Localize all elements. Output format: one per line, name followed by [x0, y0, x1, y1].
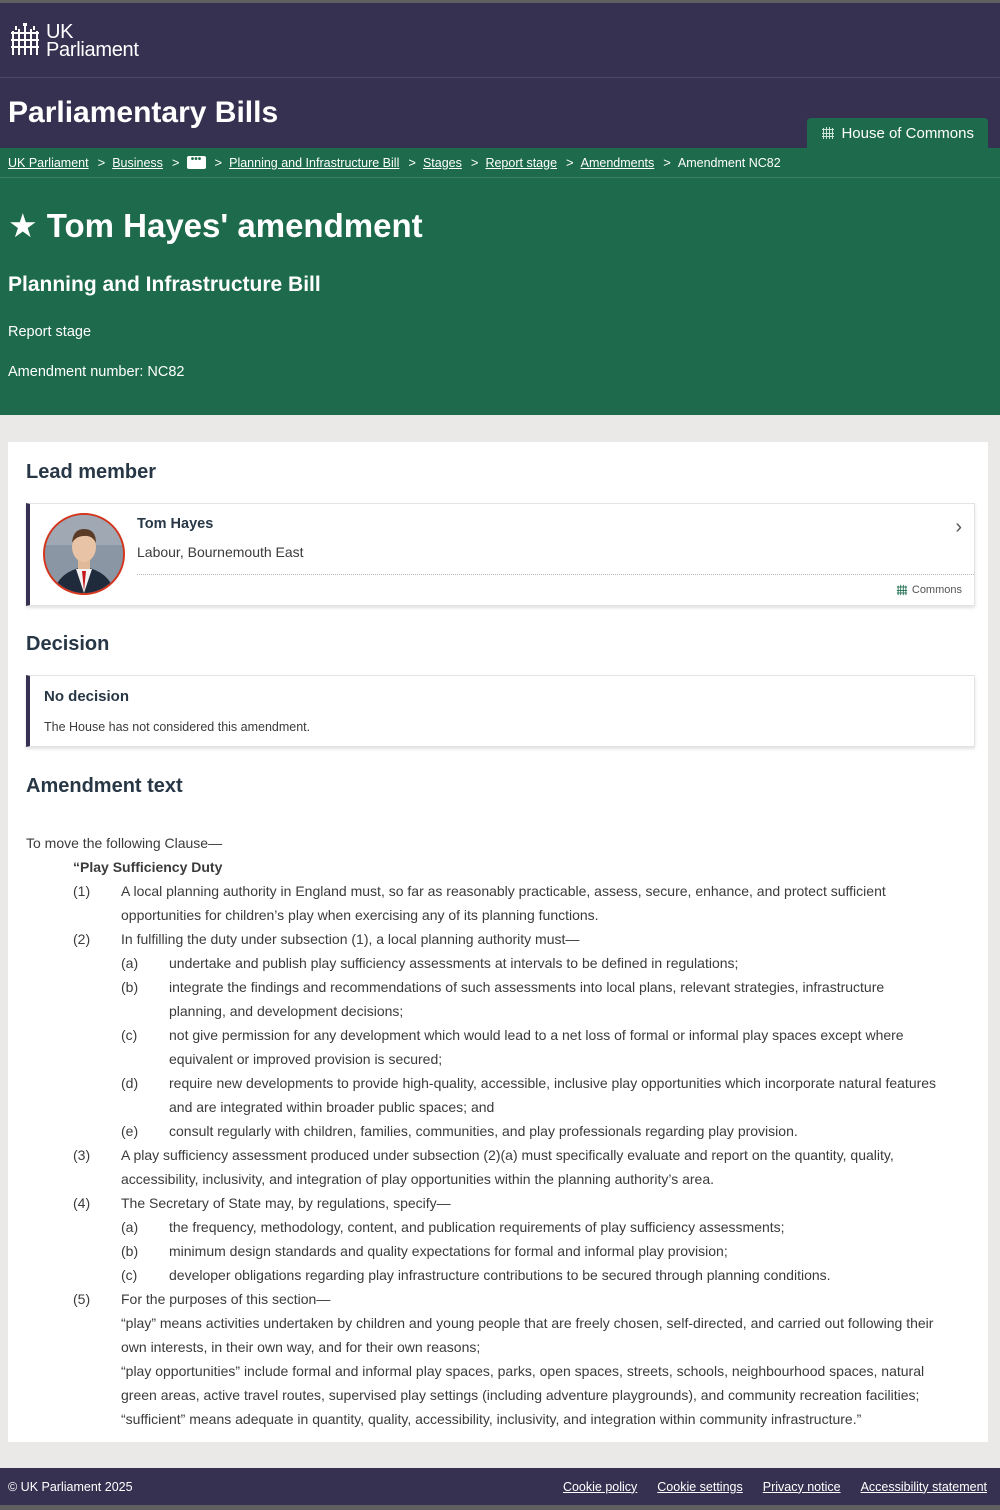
amendment-line [26, 1047, 976, 1071]
chevron-right-icon: > [97, 155, 106, 170]
amendment-line [26, 1263, 976, 1287]
paragraph-text: and are integrated within broader public spaces; and [169, 1099, 495, 1115]
breadcrumb-uk-parliament[interactable]: UK Parliament [8, 155, 89, 170]
amendment-line [26, 1407, 976, 1431]
breadcrumb-report-stage[interactable]: Report stage [485, 155, 558, 170]
amendment-line [26, 1191, 976, 1215]
portcullis-green-icon [896, 584, 908, 596]
portcullis-icon [9, 23, 41, 57]
divider [137, 574, 974, 575]
chevron-right-icon: > [408, 155, 416, 170]
clause-title: “Play Sufficiency Duty [73, 859, 223, 875]
amendment-line [26, 1383, 976, 1407]
amendment-line [26, 1119, 976, 1143]
member-house [896, 584, 962, 596]
amendment-line [26, 1167, 976, 1191]
bills-header [0, 78, 1000, 148]
breadcrumb [0, 148, 1000, 178]
amendment-text-heading: Amendment text [26, 775, 183, 797]
amendment-line [26, 1071, 976, 1095]
chevron-right-icon: > [214, 155, 223, 170]
decision-card [26, 675, 975, 747]
subsection-text: green areas, active travel routes, supervised play settings (including adventure playgrounds), and community recreation facilities; [121, 1387, 920, 1403]
amendment-line [26, 999, 976, 1023]
paragraph-text: developer obligations regarding play infrastructure contributions to be secured through planning conditions. [169, 1267, 831, 1283]
member-party: Labour, Bournemouth East [137, 544, 304, 560]
subsection-text: own interests, in their own way, and for their own reasons; [121, 1339, 481, 1355]
paragraph-text: require new developments to provide high-quality, accessible, inclusive play opportunities which incorporate natural features [169, 1075, 937, 1091]
paragraph-text: undertake and publish play sufficiency assessments at intervals to be defined in regulations; [169, 955, 739, 971]
amendment-line [26, 879, 976, 903]
subsection-text: accessibility, inclusivity, and integration of play opportunities within the planning authority’s area. [121, 1171, 714, 1187]
hero [0, 178, 1000, 415]
amendment-intro: To move the following Clause— [26, 835, 223, 851]
subsection-number: (4) [73, 1195, 91, 1211]
privacy-notice-link[interactable]: Privacy notice [762, 1479, 841, 1494]
breadcrumb-amendments[interactable]: Amendments [580, 155, 655, 170]
chevron-right-icon: › [955, 516, 962, 538]
subsection-text: “play” means activities undertaken by children and young people that are freely chosen, self-directed, and carried out following their [121, 1315, 934, 1331]
amendment-text [26, 831, 976, 1431]
subsection-text: opportunities for children’s play when exercising any of its planning functions. [121, 907, 599, 923]
paragraph-letter: (a) [121, 955, 139, 971]
subsection-text: For the purposes of this section— [121, 1291, 331, 1307]
subsection-number: (5) [73, 1291, 91, 1307]
decision-text: The House has not considered this amendment. [44, 720, 311, 734]
amendment-line [26, 975, 976, 999]
subsection-text: A local planning authority in England must, so far as reasonably practicable, assess, secure, enhance, and protect sufficient [121, 883, 886, 899]
amendment-line [26, 951, 976, 975]
amendment-lines [26, 879, 976, 1431]
breadcrumb-business[interactable]: Business [112, 155, 163, 170]
logo-text [46, 23, 139, 59]
accessibility-statement-link[interactable]: Accessibility statement [860, 1479, 987, 1494]
member-name: Tom Hayes [137, 516, 214, 532]
uk-parliament-logo[interactable] [9, 23, 139, 59]
subsection-text: A play sufficiency assessment produced under subsection (2)(a) must specifically evaluate and report on the quantity, quality, [121, 1147, 894, 1163]
site-title[interactable]: Parliamentary Bills [8, 96, 279, 129]
paragraph-text: minimum design standards and quality expectations for formal and informal play provision; [169, 1243, 728, 1259]
paragraph-letter: (c) [121, 1267, 138, 1283]
uk-parliament-header [0, 3, 1000, 78]
paragraph-text: not give permission for any development which would lead to a net loss of formal or informal play spaces except where [169, 1027, 904, 1043]
subsection-text: The Secretary of State may, by regulations, specify— [121, 1195, 451, 1211]
amendment-line [26, 1143, 976, 1167]
paragraph-letter: (a) [121, 1219, 139, 1235]
paragraph-text: integrate the findings and recommendations of such assessments into local plans, relevant strategies, infrastructure [169, 979, 885, 995]
decision-title: No decision [44, 688, 130, 705]
stage-label: Report stage [8, 324, 92, 340]
amendment-line [26, 1239, 976, 1263]
footer [0, 1468, 1000, 1505]
chevron-right-icon: > [663, 155, 671, 170]
breadcrumb-more-icon[interactable]: ••• [187, 156, 206, 169]
cookie-settings-link[interactable]: Cookie settings [657, 1479, 743, 1494]
chevron-right-icon: > [171, 155, 180, 170]
amendment-line [26, 927, 976, 951]
logo-line-2: Parliament [46, 39, 139, 61]
paragraph-letter: (c) [121, 1027, 138, 1043]
member-photo [45, 515, 123, 593]
paragraph-text: equivalent or improved provision is secured; [169, 1051, 443, 1067]
amendment-line [26, 1287, 976, 1311]
amendment-line [26, 1095, 976, 1119]
subsection-text: In fulfilling the duty under subsection (1), a local planning authority must— [121, 931, 580, 947]
member-avatar [43, 513, 125, 595]
house-of-commons-tab[interactable] [807, 118, 988, 148]
decision-heading: Decision [26, 633, 110, 655]
paragraph-text: the frequency, methodology, content, and publication requirements of play sufficiency assessments; [169, 1219, 785, 1235]
subsection-number: (2) [73, 931, 91, 947]
subsection-number: (1) [73, 883, 91, 899]
green-banner [0, 148, 1000, 415]
cookie-policy-link[interactable]: Cookie policy [562, 1479, 638, 1494]
member-house-label: Commons [911, 584, 962, 596]
paragraph-letter: (b) [121, 1243, 139, 1259]
subsection-text: “play opportunities” include formal and informal play spaces, parks, open spaces, streets, schools, neighbourhood spaces, natural [121, 1363, 925, 1379]
bottom-band [0, 1505, 1000, 1510]
main-content [8, 442, 988, 1442]
subsection-text: “sufficient” means adequate in quantity, quality, accessibility, inclusivity, and integration within community infrastructure.” [121, 1411, 862, 1427]
bill-name: Planning and Infrastructure Bill [8, 273, 321, 296]
amendment-number: Amendment number: NC82 [8, 364, 185, 380]
portcullis-small-icon [821, 126, 835, 140]
paragraph-letter: (d) [121, 1075, 139, 1091]
breadcrumb-current: Amendment NC82 [677, 155, 781, 170]
breadcrumb-stages[interactable]: Stages [422, 155, 462, 170]
paragraph-text: consult regularly with children, families, communities, and play professionals regarding play provision. [169, 1123, 798, 1139]
paragraph-letter: (b) [121, 979, 139, 995]
amendment-line [26, 1215, 976, 1239]
copyright: © UK Parliament 2025 [8, 1479, 133, 1494]
logo-line-1: UK [46, 21, 74, 43]
lead-member-heading: Lead member [26, 461, 157, 483]
breadcrumb-bill[interactable]: Planning and Infrastructure Bill [229, 155, 400, 170]
chevron-right-icon: > [470, 155, 479, 170]
chevron-right-icon: > [566, 155, 574, 170]
amendment-line [26, 1311, 976, 1335]
paragraph-text: planning, and development decisions; [169, 1003, 404, 1019]
amendment-line [26, 903, 976, 927]
subsection-number: (3) [73, 1147, 91, 1163]
amendment-line [26, 1023, 976, 1047]
paragraph-letter: (e) [121, 1123, 139, 1139]
page-title: ★ Tom Hayes' amendment [8, 207, 423, 244]
member-card[interactable] [26, 503, 975, 606]
amendment-line [26, 1335, 976, 1359]
amendment-line [26, 1359, 976, 1383]
house-tab-label: House of Commons [841, 124, 974, 142]
